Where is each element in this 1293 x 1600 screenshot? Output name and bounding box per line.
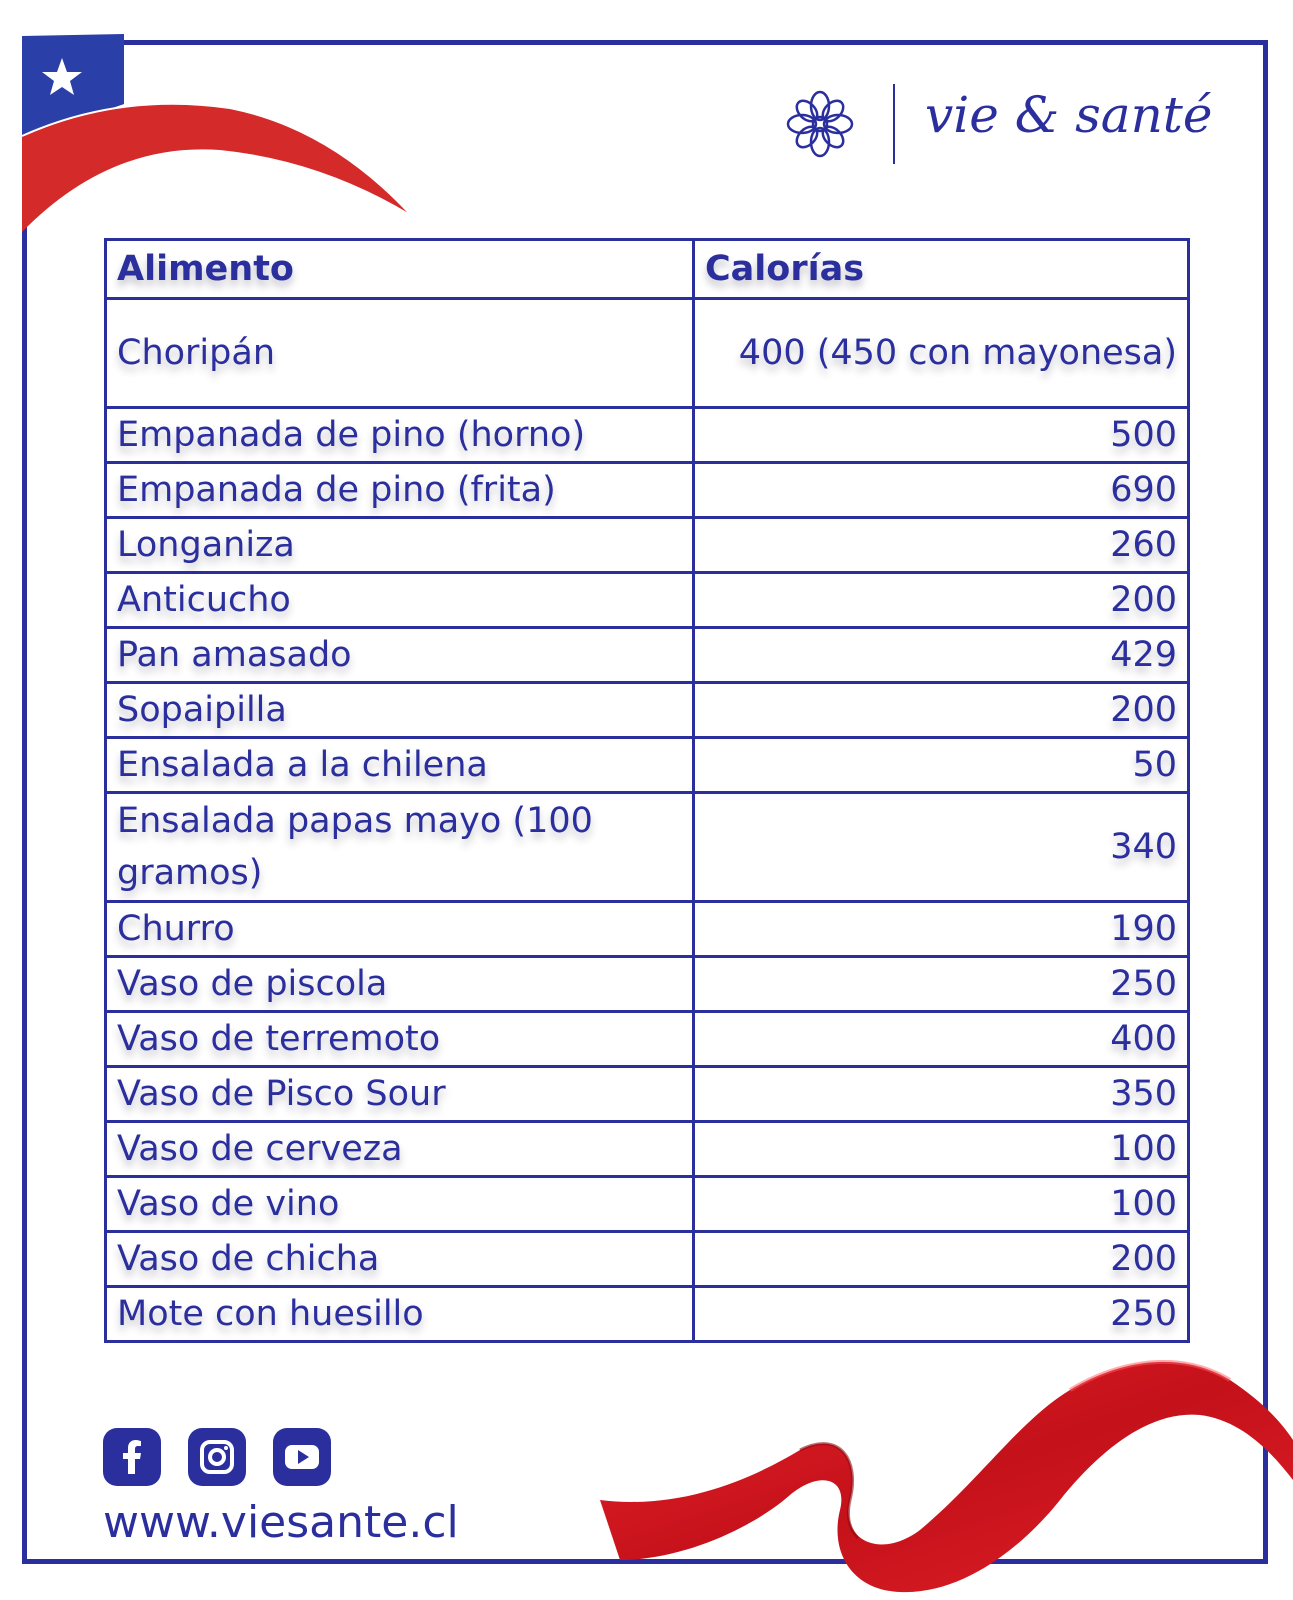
food-cell: Empanada de pino (frita) [106, 463, 694, 518]
calories-cell: 250 [694, 1287, 1189, 1342]
food-cell: Choripán [106, 299, 694, 408]
calories-cell: 200 [694, 683, 1189, 738]
food-cell: Vaso de cerveza [106, 1122, 694, 1177]
header-calorias: Calorías [694, 240, 1189, 299]
calories-cell: 260 [694, 518, 1189, 573]
table-row [106, 683, 1189, 738]
calories-cell: 250 [694, 957, 1189, 1012]
table-row [106, 628, 1189, 683]
food-cell: Sopaipilla [106, 683, 694, 738]
calories-cell: 100 [694, 1177, 1189, 1232]
chile-flag-decoration [0, 0, 420, 240]
table-row [106, 463, 1189, 518]
calories-cell: 190 [694, 902, 1189, 957]
table-row [106, 1067, 1189, 1122]
calories-cell: 500 [694, 408, 1189, 463]
calories-cell: 50 [694, 738, 1189, 793]
food-cell: Vaso de piscola [106, 957, 694, 1012]
food-cell: Ensalada a la chilena [106, 738, 694, 793]
calories-cell: 350 [694, 1067, 1189, 1122]
table-row [106, 1232, 1189, 1287]
table-row [106, 573, 1189, 628]
table-row [106, 299, 1189, 408]
food-cell: Vaso de Pisco Sour [106, 1067, 694, 1122]
calories-cell: 400 [694, 1012, 1189, 1067]
food-cell: Vaso de chicha [106, 1232, 694, 1287]
red-ribbon-decoration [600, 1360, 1293, 1600]
table-row [106, 1177, 1189, 1232]
table-row [106, 738, 1189, 793]
food-cell: Vaso de terremoto [106, 1012, 694, 1067]
facebook-icon[interactable] [103, 1428, 161, 1486]
table-row [106, 408, 1189, 463]
brand-header [780, 80, 1220, 170]
calorie-table [104, 238, 1190, 1343]
food-cell: Pan amasado [106, 628, 694, 683]
header-alimento: Alimento [106, 240, 694, 299]
food-cell: Ensalada papas mayo (100 gramos) [106, 793, 694, 902]
food-cell: Mote con huesillo [106, 1287, 694, 1342]
food-cell: Vaso de vino [106, 1177, 694, 1232]
calories-cell: 400 (450 con mayonesa) [694, 299, 1189, 408]
flower-logo-icon [780, 84, 860, 164]
youtube-icon[interactable] [273, 1428, 331, 1486]
table-row [106, 1012, 1189, 1067]
food-cell: Anticucho [106, 573, 694, 628]
table-row [106, 518, 1189, 573]
food-cell: Longaniza [106, 518, 694, 573]
table-header-row [106, 240, 1189, 299]
table-row [106, 1122, 1189, 1177]
table-row [106, 902, 1189, 957]
brand-name: vie & santé [925, 86, 1213, 144]
calories-cell: 429 [694, 628, 1189, 683]
calories-cell: 340 [694, 793, 1189, 902]
calories-cell: 200 [694, 1232, 1189, 1287]
table-row [106, 1287, 1189, 1342]
calories-cell: 690 [694, 463, 1189, 518]
food-cell: Churro [106, 902, 694, 957]
table-row [106, 957, 1189, 1012]
calories-cell: 100 [694, 1122, 1189, 1177]
food-cell: Empanada de pino (horno) [106, 408, 694, 463]
calories-cell: 200 [694, 573, 1189, 628]
website-link[interactable]: www.viesante.cl [103, 1497, 459, 1548]
table-row [106, 793, 1189, 902]
brand-divider [893, 84, 895, 164]
instagram-icon[interactable] [188, 1428, 246, 1486]
